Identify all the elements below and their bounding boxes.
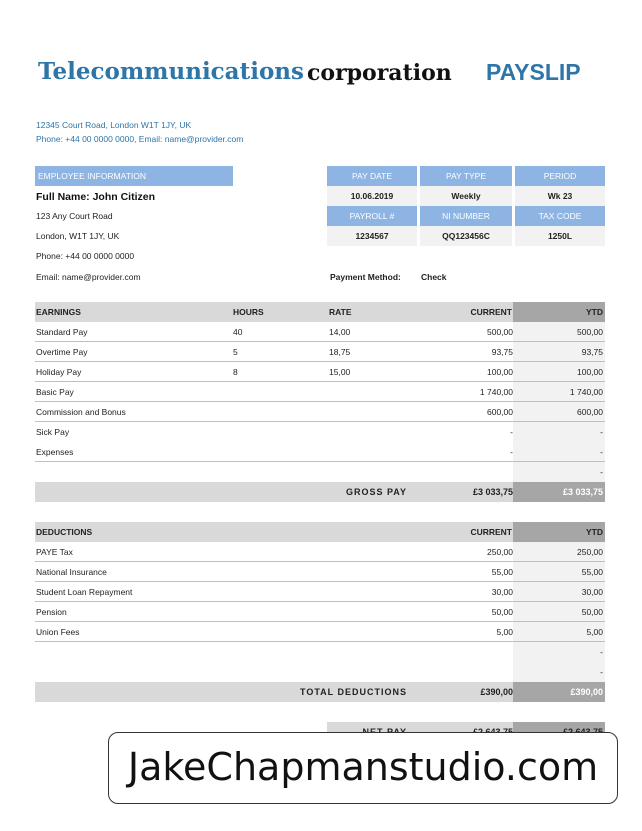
earning-label: Sick Pay: [36, 427, 70, 437]
earning-current: 600,00: [487, 407, 513, 417]
rate-header: RATE: [329, 307, 352, 317]
table-row: [35, 362, 605, 382]
document-title: PAYSLIP: [486, 59, 581, 85]
earning-label: Commission and Bonus: [36, 407, 126, 417]
deduction-ytd: 5,00: [513, 622, 605, 641]
pay-type-value: Weekly: [420, 186, 512, 206]
tax-code-value: 1250L: [515, 226, 605, 246]
earning-label: Holiday Pay: [36, 367, 82, 377]
employee-email: Email: name@provider.com: [36, 272, 141, 282]
hours-header: HOURS: [233, 307, 264, 317]
payment-method-label: Payment Method:: [330, 272, 401, 282]
period-header: PERIOD: [515, 166, 605, 186]
payroll-header: PAYROLL #: [327, 206, 417, 226]
table-row: [35, 602, 605, 622]
earning-current: 1 740,00: [479, 387, 513, 397]
table-row: [35, 382, 605, 402]
earning-rate: 18,75: [329, 347, 351, 357]
gross-pay-row: [35, 482, 605, 502]
earning-ytd: -: [513, 422, 605, 442]
employee-phone: Phone: +44 00 0000 0000: [36, 251, 135, 261]
table-row: [35, 582, 605, 602]
earning-ytd: 500,00: [513, 322, 605, 341]
deduction-label: Union Fees: [36, 627, 80, 637]
earning-hours: 40: [233, 327, 243, 337]
earning-ytd: 1 740,00: [513, 382, 605, 401]
earning-ytd: 93,75: [513, 342, 605, 361]
deduction-ytd: -: [513, 662, 605, 682]
earning-label: Standard Pay: [36, 327, 88, 337]
total-deductions-ytd: £390,00: [513, 682, 605, 702]
payroll-value: 1234567: [327, 226, 417, 246]
table-row: [35, 622, 605, 642]
table-row: [35, 542, 605, 562]
earning-label: Expenses: [36, 447, 74, 457]
deduction-current: 5,00: [496, 627, 513, 637]
earning-ytd: 100,00: [513, 362, 605, 381]
current-header: CURRENT: [470, 307, 512, 317]
pay-date-header: PAY DATE: [327, 166, 417, 186]
pay-type-header: PAY TYPE: [420, 166, 512, 186]
gross-pay-ytd: £3 033,75: [513, 482, 605, 502]
ytd-header: YTD: [513, 522, 605, 542]
earning-rate: 15,00: [329, 367, 351, 377]
deduction-label: National Insurance: [36, 567, 107, 577]
deductions-header: DEDUCTIONS: [36, 527, 93, 537]
earning-ytd: -: [513, 462, 605, 482]
table-row: [35, 422, 605, 442]
deduction-label: Pension: [36, 607, 67, 617]
table-row: [35, 322, 605, 342]
table-row: [35, 562, 605, 582]
total-deductions-current: £390,00: [480, 687, 513, 697]
earnings-header-row: [35, 302, 605, 322]
earning-current: 500,00: [487, 327, 513, 337]
company-name: Telecommunications: [38, 58, 304, 85]
earning-current: 93,75: [491, 347, 513, 357]
company-name-suffix: corporation: [307, 60, 452, 86]
table-row: [35, 642, 605, 662]
deduction-current: 250,00: [487, 547, 513, 557]
earning-hours: 8: [233, 367, 238, 377]
deduction-current: 55,00: [491, 567, 513, 577]
tax-code-header: TAX CODE: [515, 206, 605, 226]
earning-current: -: [510, 427, 513, 437]
deduction-ytd: 30,00: [513, 582, 605, 601]
deduction-ytd: 50,00: [513, 602, 605, 621]
deduction-ytd: -: [513, 642, 605, 662]
earning-label: Overtime Pay: [36, 347, 88, 357]
deduction-ytd: 250,00: [513, 542, 605, 561]
pay-date-value: 10.06.2019: [327, 186, 417, 206]
earning-hours: 5: [233, 347, 238, 357]
deductions-header-row: [35, 522, 605, 542]
deduction-current: 30,00: [491, 587, 513, 597]
earning-label: Basic Pay: [36, 387, 74, 397]
table-row: [35, 462, 605, 482]
earning-current: 100,00: [487, 367, 513, 377]
earnings-header: EARNINGS: [36, 307, 81, 317]
table-row: [35, 442, 605, 462]
watermark-banner: JakeChapmanstudio.com: [108, 732, 618, 804]
deductions-table: [35, 522, 605, 682]
ni-number-header: NI NUMBER: [420, 206, 512, 226]
company-address: 12345 Court Road, London W1T 1JY, UK: [36, 120, 192, 130]
gross-pay-current: £3 033,75: [472, 487, 513, 497]
employee-name: Full Name: John Citizen: [36, 191, 156, 203]
employee-info-header: EMPLOYEE INFORMATION: [35, 166, 233, 186]
total-deductions-row: [35, 682, 605, 702]
earning-current: -: [510, 447, 513, 457]
earning-ytd: 600,00: [513, 402, 605, 421]
deduction-label: Student Loan Repayment: [36, 587, 133, 597]
table-row: [35, 402, 605, 422]
earning-rate: 14,00: [329, 327, 351, 337]
table-row: [35, 662, 605, 682]
deduction-label: PAYE Tax: [36, 547, 73, 557]
gross-pay-label: GROSS PAY: [345, 487, 407, 497]
total-deductions-label: TOTAL DEDUCTIONS: [299, 687, 407, 697]
current-header: CURRENT: [470, 527, 512, 537]
ytd-header: YTD: [513, 302, 605, 322]
deduction-current: 50,00: [491, 607, 513, 617]
deduction-ytd: 55,00: [513, 562, 605, 581]
employee-address-line1: 123 Any Court Road: [36, 211, 113, 221]
ni-number-value: QQ123456C: [420, 226, 512, 246]
payment-method-value: Check: [421, 272, 447, 282]
earnings-table: [35, 302, 605, 482]
company-contact: Phone: +44 00 0000 0000, Email: name@provider.com: [36, 134, 244, 144]
period-value: Wk 23: [515, 186, 605, 206]
table-row: [35, 342, 605, 362]
earning-ytd: -: [513, 442, 605, 461]
employee-address-line2: London, W1T 1JY, UK: [36, 231, 120, 241]
